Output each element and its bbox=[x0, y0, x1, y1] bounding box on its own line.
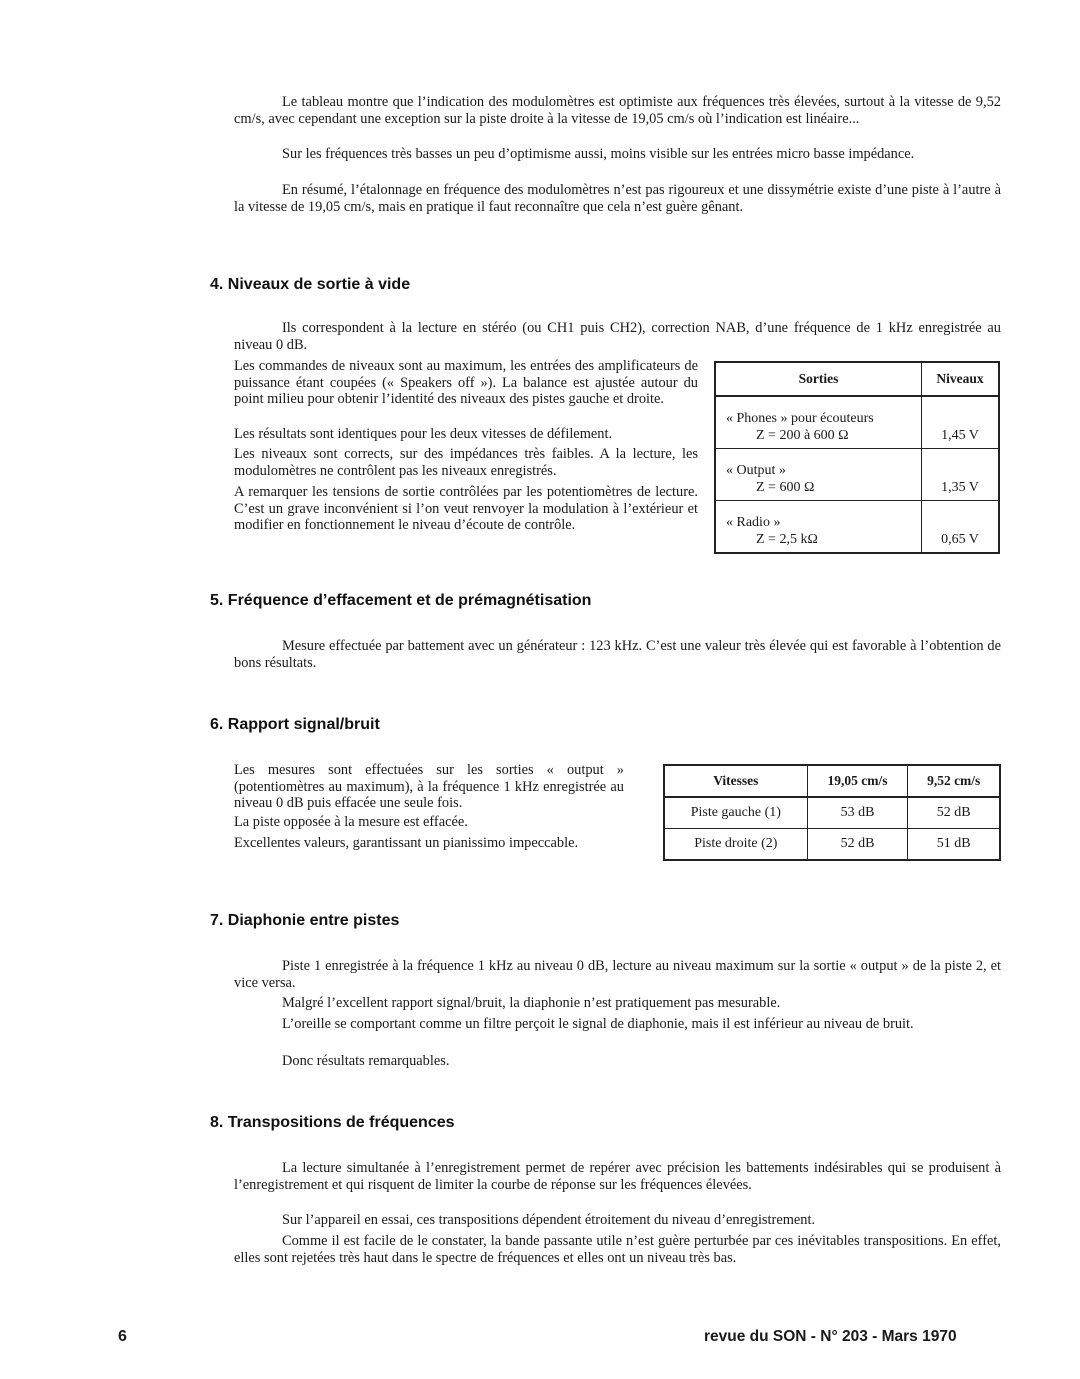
section-6-heading: 6. Rapport signal/bruit bbox=[210, 716, 380, 733]
s6-paragraph-3: Excellentes valeurs, garantissant un pianissimo impeccable. bbox=[234, 835, 579, 851]
table-header: Vitesses bbox=[664, 765, 807, 797]
publication-footer: revue du SON - N° 203 - Mars 1970 bbox=[704, 1328, 957, 1345]
s7-paragraph-1: Piste 1 enregistrée à la fréquence 1 kHz au niveau 0 dB, lecture au niveau maximum sur la sortie « output » de la piste 2, et vice versa. bbox=[234, 958, 1001, 991]
s7-paragraph-2: Malgré l’excellent rapport signal/bruit, la diaphonie n’est pratiquement pas mesurable. bbox=[282, 995, 781, 1011]
table-header: Niveaux bbox=[922, 362, 1000, 396]
section-5-heading: 5. Fréquence d’effacement et de prémagnétisation bbox=[210, 592, 592, 609]
output-level: 0,65 V bbox=[922, 501, 1000, 554]
intro-paragraph-3: En résumé, l’étalonnage en fréquence des modulomètres n’est pas rigoureux et une dissymétrie existe d’une piste à l’autre à la vitesse de 19,05 cm/s, mais en pratique il faut reconnaître que cela n’est guère gênant. bbox=[234, 182, 1001, 215]
output-levels-table bbox=[714, 361, 1000, 554]
table-header: 9,52 cm/s bbox=[908, 765, 1000, 797]
table-row bbox=[715, 396, 999, 449]
output-cell bbox=[715, 501, 922, 554]
table-header: Sorties bbox=[715, 362, 922, 396]
s6-paragraph-2: La piste opposée à la mesure est effacée. bbox=[234, 814, 468, 830]
output-cell bbox=[715, 396, 922, 449]
output-impedance: Z = 2,5 kΩ bbox=[756, 532, 818, 547]
s5-paragraph-1: Mesure effectuée par battement avec un générateur : 123 kHz. C’est une valeur très élevée qui est favorable à l’obtention de bons résultats. bbox=[234, 638, 1001, 671]
table-header: 19,05 cm/s bbox=[807, 765, 908, 797]
output-impedance: Z = 600 Ω bbox=[756, 480, 815, 495]
section-8-heading: 8. Transpositions de fréquences bbox=[210, 1114, 455, 1131]
s7-paragraph-4: Donc résultats remarquables. bbox=[282, 1053, 450, 1069]
table-cell: 51 dB bbox=[908, 829, 1000, 861]
table-row bbox=[715, 501, 999, 554]
table-row bbox=[664, 797, 1000, 829]
s4-paragraph-5: A remarquer les tensions de sortie contrôlées par les potentiomètres de lecture. C’est un grave inconvénient si l’on veut renvoyer la modulation à l’extérieur et modifier en fonctionnement le niveau d’écoute de contrôle. bbox=[234, 484, 698, 533]
table-cell: Piste gauche (1) bbox=[664, 797, 807, 829]
s8-paragraph-3: Comme il est facile de le constater, la bande passante utile n’est guère perturbée par ces inévitables transpositions. En effet, elles sont rejetées très haut dans le spectre de fréquences et elles ont un niveau très bas. bbox=[234, 1233, 1001, 1266]
output-name: « Phones » pour écouteurs bbox=[726, 411, 874, 426]
table-cell: 53 dB bbox=[807, 797, 908, 829]
table-cell: Piste droite (2) bbox=[664, 829, 807, 861]
intro-paragraph-1: Le tableau montre que l’indication des modulomètres est optimiste aux fréquences très élevées, surtout à la vitesse de 9,52 cm/s, avec cependant une exception sur la piste droite à la vitesse de 19,05 cm/s où l’indication est linéaire... bbox=[234, 94, 1001, 127]
output-name: « Output » bbox=[726, 463, 786, 478]
output-cell bbox=[715, 449, 922, 501]
output-level: 1,35 V bbox=[922, 449, 1000, 501]
table-cell: 52 dB bbox=[908, 797, 1000, 829]
section-7-heading: 7. Diaphonie entre pistes bbox=[210, 912, 400, 929]
table-row bbox=[664, 829, 1000, 861]
s6-paragraph-1: Les mesures sont effectuées sur les sorties « output » (potentiomètres au maximum), à la fréquence 1 kHz enregistrée au niveau 0 dB puis effacée une seule fois. bbox=[234, 762, 624, 811]
output-name: « Radio » bbox=[726, 515, 781, 530]
s8-paragraph-2: Sur l’appareil en essai, ces transpositions dépendent étroitement du niveau d’enregistrement. bbox=[282, 1212, 816, 1228]
s4-paragraph-4: Les niveaux sont corrects, sur des impédances très faibles. A la lecture, les modulomètres ne contrôlent pas les niveaux enregistrés. bbox=[234, 446, 698, 479]
s4-paragraph-3: Les résultats sont identiques pour les deux vitesses de défilement. bbox=[234, 426, 613, 442]
page-number: 6 bbox=[118, 1328, 127, 1345]
output-level: 1,45 V bbox=[922, 396, 1000, 449]
intro-paragraph-2: Sur les fréquences très basses un peu d’optimisme aussi, moins visible sur les entrées micro basse impédance. bbox=[282, 146, 915, 162]
table-row bbox=[715, 449, 999, 501]
s7-paragraph-3: L’oreille se comportant comme un filtre perçoit le signal de diaphonie, mais il est inférieur au niveau de bruit. bbox=[282, 1016, 914, 1032]
s4-paragraph-1: Ils correspondent à la lecture en stéréo (ou CH1 puis CH2), correction NAB, d’une fréquence de 1 kHz enregistrée au niveau 0 dB. bbox=[234, 320, 1001, 353]
table-cell: 52 dB bbox=[807, 829, 908, 861]
s4-paragraph-2: Les commandes de niveaux sont au maximum, les entrées des amplificateurs de puissance étant coupées (« Speakers off »). La balance est ajustée autour du point milieu pour obtenir l’identité des niveaux des pistes gauche et droite. bbox=[234, 358, 698, 407]
signal-noise-table bbox=[663, 764, 1001, 861]
s8-paragraph-1: La lecture simultanée à l’enregistrement permet de repérer avec précision les battements indésirables qui se produisent à l’enregistrement et qui risquent de limiter la courbe de réponse sur les fréquences élevées. bbox=[234, 1160, 1001, 1193]
output-impedance: Z = 200 à 600 Ω bbox=[756, 428, 849, 443]
section-4-heading: 4. Niveaux de sortie à vide bbox=[210, 276, 411, 293]
